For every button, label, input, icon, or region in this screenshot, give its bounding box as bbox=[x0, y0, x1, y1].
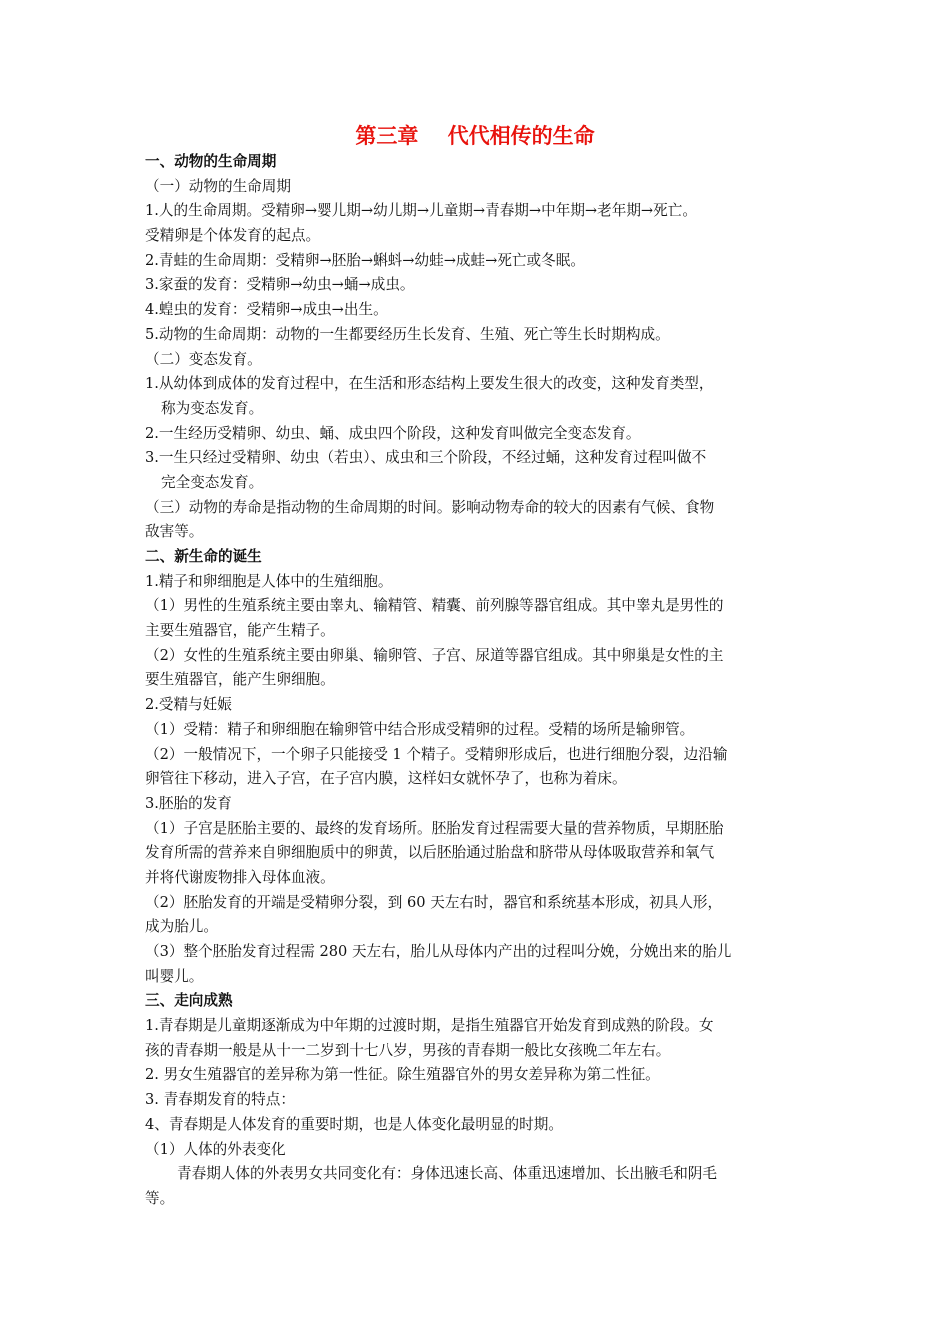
text-line: 2. 男女生殖器官的差异称为第一性征。除生殖器官外的男女差异称为第二性征。 bbox=[145, 1066, 660, 1084]
text-line: 孩的青春期一般是从十一二岁到十七八岁，男孩的青春期一般比女孩晚二年左右。 bbox=[145, 1041, 671, 1059]
text-line: 1.精子和卵细胞是人体中的生殖细胞。 bbox=[145, 572, 393, 590]
text-line: （二）变态发育。 bbox=[145, 350, 262, 368]
text-line: 卵管往下移动，进入子宫，在子宫内膜，这样妇女就怀孕了，也称为着床。 bbox=[145, 770, 627, 788]
text-line: 要生殖器官，能产生卵细胞。 bbox=[145, 671, 335, 689]
text-line: （一）动物的生命周期 bbox=[145, 177, 291, 195]
text-line: 3.胚胎的发育 bbox=[145, 794, 232, 812]
text-line: 3.一生只经过受精卵、幼虫（若虫）、成虫和三个阶段，不经过蛹，这种发育过程叫做不 bbox=[145, 449, 707, 467]
section-heading: 三、走向成熟 bbox=[145, 992, 233, 1010]
text-line: 3.家蚕的发育：受精卵→幼虫→蛹→成虫。 bbox=[145, 276, 415, 294]
text-line: 2.一生经历受精卵、幼虫、蛹、成虫四个阶段，这种发育叫做完全变态发育。 bbox=[145, 424, 641, 442]
text-line: （1）人体的外表变化 bbox=[145, 1140, 286, 1158]
document-body bbox=[145, 150, 810, 1212]
text-line: （2）胚胎发育的开端是受精卵分裂，到 60 天左右时，器官和系统基本形成，初具人形， bbox=[145, 893, 723, 911]
text-line: 4、青春期是人体发育的重要时期，也是人体变化最明显的时期。 bbox=[145, 1115, 563, 1133]
text-line: 2.青蛙的生命周期：受精卵→胚胎→蝌蚪→幼蛙→成蛙→死亡或冬眠。 bbox=[145, 251, 585, 269]
text-line: 成为胎儿。 bbox=[145, 918, 218, 936]
text-line: （1）男性的生殖系统主要由睾丸、输精管、精囊、前列腺等器官组成。其中睾丸是男性的 bbox=[145, 597, 724, 615]
text-line: （三）动物的寿命是指动物的生命周期的时间。影响动物寿命的较大的因素有气候、食物 bbox=[145, 498, 715, 516]
text-line: 1.人的生命周期。受精卵→婴儿期→幼儿期→儿童期→青春期→中年期→老年期→死亡。 bbox=[145, 202, 697, 220]
text-line: 发育所需的营养来自卵细胞质中的卵黄，以后胚胎通过胎盘和脐带从母体吸取营养和氧气 bbox=[145, 844, 715, 862]
text-line: 叫婴儿。 bbox=[145, 967, 204, 985]
text-line: （1）受精：精子和卵细胞在输卵管中结合形成受精卵的过程。受精的场所是输卵管。 bbox=[145, 720, 695, 738]
section-heading: 一、动物的生命周期 bbox=[145, 153, 277, 170]
text-line: 3. 青春期发育的特点： bbox=[145, 1091, 295, 1109]
text-line: 1.青春期是儿童期逐渐成为中年期的过渡时期，是指生殖器官开始发育到成熟的阶段。女 bbox=[145, 1017, 714, 1035]
text-line: 5.动物的生命周期：动物的一生都要经历生长发育、生殖、死亡等生长时期构成。 bbox=[145, 325, 670, 343]
chapter-title: 第三章 代代相传的生命 bbox=[355, 124, 595, 148]
text-line: 2.受精与妊娠 bbox=[145, 696, 232, 714]
text-line: （2）一般情况下，一个卵子只能接受 1 个精子。受精卵形成后，也进行细胞分裂，边沿输 bbox=[145, 745, 728, 763]
text-line: 称为变态发育。 bbox=[161, 399, 264, 417]
text-line: 4.蝗虫的发育：受精卵→成虫→出生。 bbox=[145, 301, 388, 319]
text-line: 1.从幼体到成体的发育过程中，在生活和形态结构上要发生很大的改变，这种发育类型， bbox=[145, 375, 714, 393]
text-line: （3）整个胚胎发育过程需 280 天左右，胎儿从母体内产出的过程叫分娩，分娩出来的胎儿 bbox=[145, 943, 732, 960]
text-line: 主要生殖器官，能产生精子。 bbox=[145, 622, 335, 640]
text-line: 敌害等。 bbox=[145, 523, 204, 541]
text-line: 并将代谢废物排入母体血液。 bbox=[145, 868, 335, 886]
text-line: 完全变态发育。 bbox=[161, 473, 264, 491]
text-line: 等。 bbox=[145, 1189, 175, 1207]
text-line: （1）子宫是胚胎主要的、最终的发育场所。胚胎发育过程需要大量的营养物质，早期胚胎 bbox=[145, 819, 724, 837]
text-line: 受精卵是个体发育的起点。 bbox=[145, 227, 321, 245]
section-heading: 二、新生命的诞生 bbox=[145, 548, 262, 565]
text-line: （2）女性的生殖系统主要由卵巢、输卵管、子宫、尿道等器官组成。其中卵巢是女性的主 bbox=[145, 646, 724, 664]
text-line: 青春期人体的外表男女共同变化有：身体迅速长高、体重迅速增加、长出腋毛和阴毛 bbox=[177, 1165, 717, 1183]
